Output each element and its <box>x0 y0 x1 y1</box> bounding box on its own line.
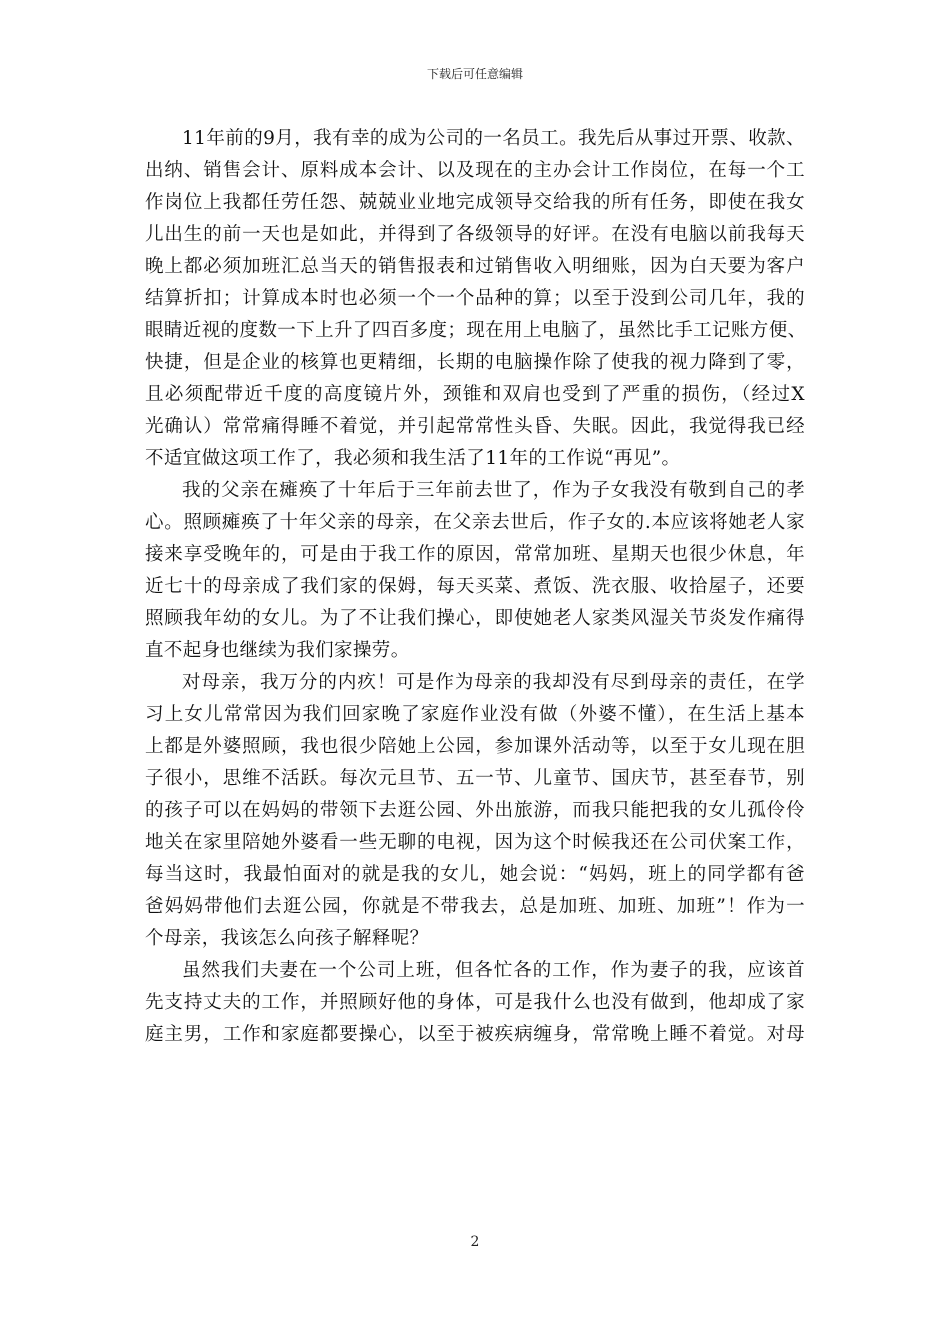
paragraph-3-line: 爸妈妈带他们去逛公园，你就是不带我去，总是加班、加班、加班”！作为一 <box>145 896 805 917</box>
paragraph-1-line: 作岗位上我都任劳任怨、兢兢业业地完成领导交给我的所有任务，即使在我女 <box>145 192 805 213</box>
paragraph-2-line: 我的父亲在瘫痪了十年后于三年前去世了，作为子女我没有敬到自己的孝 <box>182 480 805 501</box>
paragraph-1-line: 出纳、销售会计、原料成本会计、以及现在的主办会计工作岗位，在每一个工 <box>145 160 805 181</box>
paragraph-2-line: 近七十的母亲成了我们家的保姆，每天买菜、煮饭、洗衣服、收拾屋子，还要 <box>145 576 805 597</box>
paragraph-1-line: 晚上都必须加班汇总当天的销售报表和过销售收入明细账，因为白天要为客户 <box>145 256 805 277</box>
paragraph-1-line: 11年前的9月，我有幸的成为公司的一名员工。我先后从事过开票、收款、 <box>182 128 805 149</box>
paragraph-1-line: 儿出生的前一天也是如此，并得到了各级领导的好评。在没有电脑以前我每天 <box>145 224 805 245</box>
paragraph-2-line: 接来享受晚年的，可是由于我工作的原因，常常加班、星期天也很少休息，年 <box>145 544 805 565</box>
paragraph-1-line: 眼睛近视的度数一下上升了四百多度；现在用上电脑了，虽然比手工记账方便、 <box>145 320 807 341</box>
paragraph-4-line: 虽然我们夫妻在一个公司上班，但各忙各的工作，作为妻子的我，应该首 <box>182 960 805 981</box>
paragraph-3-line: 子很小，思维不活跃。每次元旦节、五一节、儿童节、国庆节，甚至春节，别 <box>145 768 805 789</box>
paragraph-3-line: 的孩子可以在妈妈的带领下去逛公园、外出旅游，而我只能把我的女儿孤伶伶 <box>145 800 805 821</box>
paragraph-1-line: 结算折扣；计算成本时也必须一个一个品种的算；以至于没到公司几年，我的 <box>145 288 805 309</box>
page-number: 2 <box>470 1234 480 1250</box>
paragraph-3-line: 地关在家里陪她外婆看一些无聊的电视，因为这个时候我还在公司伏案工作， <box>145 832 805 853</box>
paragraph-4-line: 先支持丈夫的工作，并照顾好他的身体，可是我什么也没有做到，他却成了家 <box>145 992 805 1013</box>
paragraph-1-line: 不适宜做这项工作了，我必须和我生活了11年的工作说“再见”。 <box>145 448 681 469</box>
paragraph-1-line: 快捷，但是企业的核算也更精细，长期的电脑操作除了使我的视力降到了零， <box>145 352 805 373</box>
paragraph-3-line: 上都是外婆照顾，我也很少陪她上公园，参加课外活动等，以至于女儿现在胆 <box>145 736 805 757</box>
paragraph-3-line: 习上女儿常常因为我们回家晚了家庭作业没有做（外婆不懂），在生活上基本 <box>145 704 805 725</box>
paragraph-2-line: 照顾我年幼的女儿。为了不让我们操心，即使她老人家类风湿关节炎发作痛得 <box>145 608 805 629</box>
paragraph-1-line: 光确认）常常痛得睡不着觉，并引起常常性头昏、失眠。因此，我觉得我已经 <box>145 416 805 437</box>
paragraph-3-line: 每当这时，我最怕面对的就是我的女儿，她会说：“妈妈，班上的同学都有爸 <box>145 864 805 885</box>
page-header: 下载后可任意编辑 <box>426 67 523 81</box>
paragraph-4-line: 庭主男，工作和家庭都要操心，以至于被疾病缠身，常常晚上睡不着觉。对母 <box>145 1024 805 1045</box>
paragraph-3-line: 个母亲，我该怎么向孩子解释呢？ <box>145 928 429 949</box>
paragraph-2-line: 心。照顾瘫痪了十年父亲的母亲，在父亲去世后，作子女的.本应该将她老人家 <box>145 512 805 533</box>
paragraph-2-line: 直不起身也继续为我们家操劳。 <box>145 640 410 661</box>
paragraph-3-line: 对母亲，我万分的内疚！可是作为母亲的我却没有尽到母亲的责任，在学 <box>182 672 805 693</box>
paragraph-1-line: 且必须配带近千度的高度镜片外，颈锥和双肩也受到了严重的损伤，（经过X <box>145 384 805 405</box>
document-body <box>145 123 805 1051</box>
